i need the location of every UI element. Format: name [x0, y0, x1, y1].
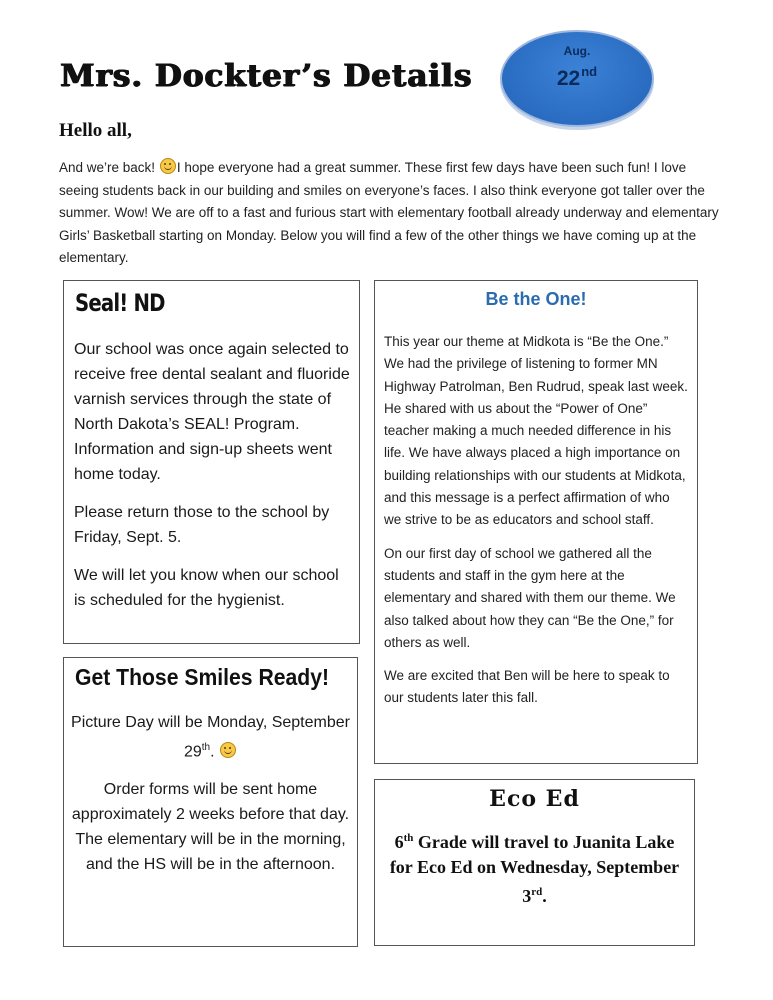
picture-day-body: [70, 710, 351, 890]
picture-day-box: [63, 657, 358, 947]
seal-nd-body: [74, 337, 354, 626]
smiley-icon: [160, 158, 176, 174]
newsletter-title: Mrs. Dockter’s Details: [60, 58, 473, 94]
be-the-one-heading: Be the One!: [485, 289, 587, 309]
date-month: Aug.: [563, 44, 591, 58]
date-badge: [500, 30, 654, 127]
be-the-one-paragraph: On our first day of school we gathered all the students and staff in the gym here at the elementary and shared with them our theme. We also talked about how they can “Be the One,” for others as well.: [384, 545, 676, 650]
smiley-icon: [220, 742, 236, 758]
eco-ed-body: 6th Grade will travel to Juanita Lake for Eco Ed on Wednesday, September 3rd.: [389, 832, 680, 906]
seal-paragraph: Please return those to the school by Friday, Sept. 5.: [74, 504, 330, 546]
picture-day-paragraph: Order forms will be sent home approximately 2 weeks before that day. The elementary will be in the morning, and the HS will be in the afternoon.: [71, 781, 350, 874]
be-the-one-paragraph: We are excited that Ben will be here to speak to our students later this fall.: [384, 668, 670, 706]
be-the-one-paragraph: This year our theme at Midkota is “Be the One.” We had the privilege of listening to former MN Highway Patrolman, Ben Rudrud, speak last week. He shared with us about the “Power of One” teacher making a much needed difference in his life. We have always placed a high importance on building relationships with our students at Midkota, and this message is a perfect affirmation of who we strive to be as educators and school staff.: [384, 334, 688, 528]
greeting: Hello all,: [59, 120, 132, 141]
picture-day-paragraph: Picture Day will be Monday, September 29th.: [71, 714, 350, 761]
seal-nd-heading: Seal! ND: [75, 289, 165, 317]
date-day: 22nd: [556, 64, 598, 90]
be-the-one-box: [374, 280, 698, 764]
be-the-one-body: [384, 331, 689, 721]
picture-day-heading: Get Those Smiles Ready!: [75, 664, 330, 690]
seal-paragraph: We will let you know when our school is scheduled for the hygienist.: [74, 567, 339, 609]
eco-ed-heading: Eco Ed: [489, 786, 580, 812]
seal-paragraph: Our school was once again selected to receive free dental sealant and fluoride varnish services through the state of North Dakota’s SEAL! Program. Information and sign-up sheets went home today.: [74, 341, 350, 483]
intro-paragraph: And we’re back! I hope everyone had a great summer. These first few days have been such fun! I love seeing students back in our building and smiles on everyone’s faces. I also think everyone got taller over the summer. Wow! We are off to a fast and furious start with elementary football already underway and elementary Girls’ Basketball starting on Monday. Below you will find a few of the other things we have coming up at the elementary.: [59, 160, 719, 265]
seal-nd-box: [63, 280, 360, 644]
eco-ed-box: [374, 779, 695, 946]
